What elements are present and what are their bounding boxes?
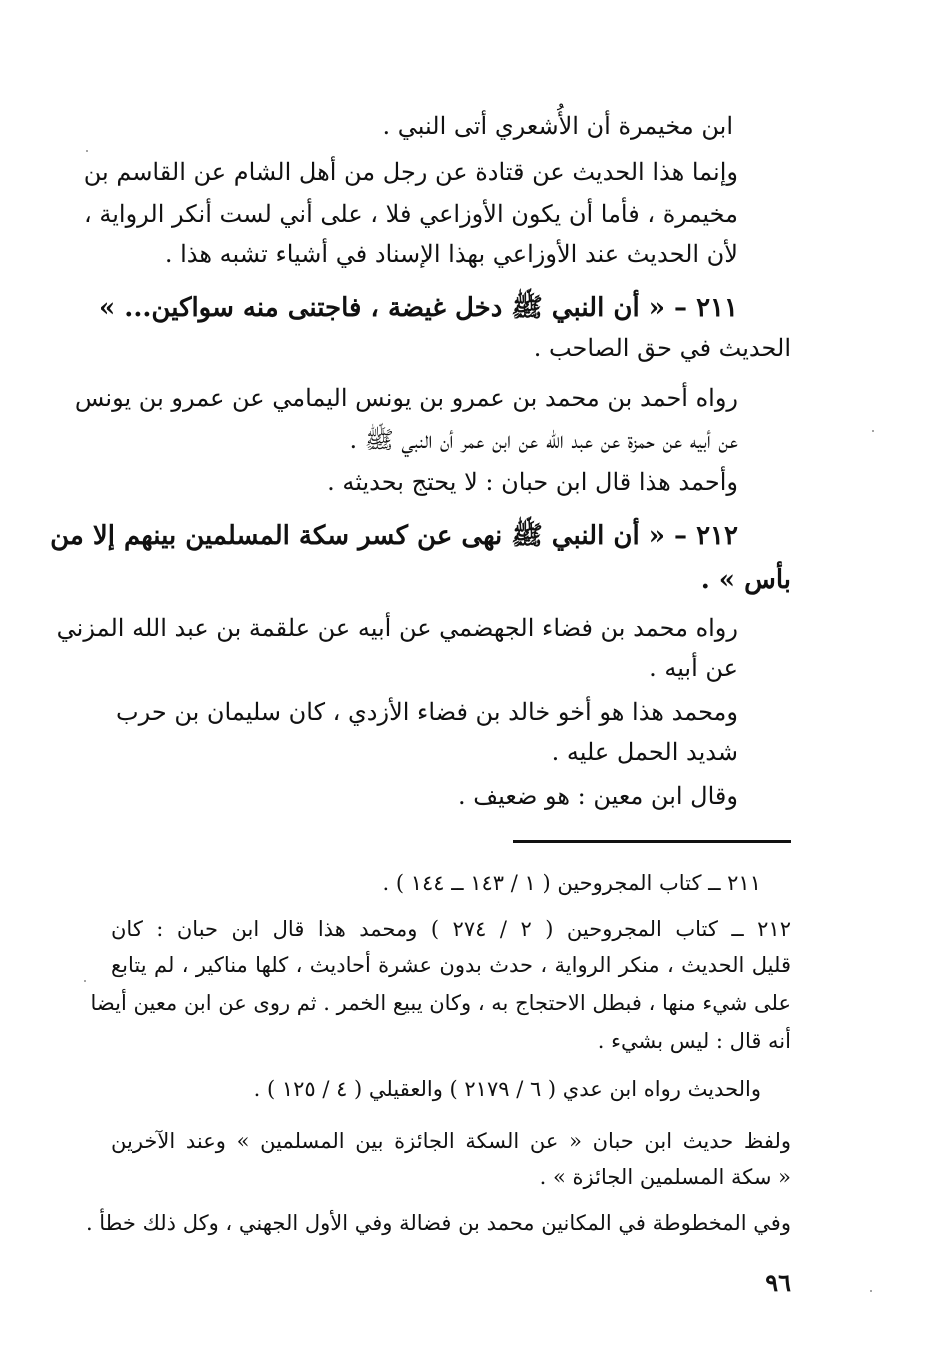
footnote-line: أنه قال : ليس بشيء . — [597, 1029, 791, 1053]
scan-speck — [86, 150, 88, 152]
body-line: وأحمد هذا قال ابن حبان : لا يحتج بحديثه . — [327, 468, 738, 496]
body-line: وإنما هذا الحديث عن قتادة عن رجل من أهل الشام عن القاسم بن — [83, 158, 738, 186]
body-line: ومحمد هذا هو أخو خالد بن فضاء الأزدي ، كان سليمان بن حرب — [116, 698, 738, 726]
hadith-heading-211: ٢١١ – « أن النبي ﷺ دخل غيضة ، فاجتنى منه سواكين... » — [98, 293, 738, 323]
body-line: الحديث في حق الصاحب . — [533, 334, 791, 362]
scan-speck — [870, 1290, 872, 1292]
hadith-heading-212-cont: بأس » . — [700, 565, 791, 595]
footnote-line: والحديث رواه ابن عدي ( ٦ / ٢١٧٩ ) والعقيلي ( ٤ / ١٢٥ ) . — [253, 1077, 761, 1101]
body-line: لأن الحديث عند الأوزاعي بهذا الإسناد في أشياء تشبه هذا . — [164, 240, 738, 268]
page-number: ٩٦ — [765, 1268, 791, 1297]
body-line: رواه محمد بن فضاء الجهضمي عن أبيه عن علقمة بن عبد الله المزني — [56, 614, 738, 642]
body-line: ابن مخيمرة أن الأُشعري أتى النبي . — [382, 112, 733, 140]
body-line: وقال ابن معين : هو ضعيف . — [458, 782, 738, 810]
body-line: عن أبيه . — [649, 654, 738, 682]
body-line: عن أبيه عن حمزة عن عبد الله عن ابن عمر أن النبي ﷺ . — [349, 426, 738, 454]
body-line: شديد الحمل عليه . — [551, 738, 738, 766]
hadith-heading-212: ٢١٢ – « أن النبي ﷺ نهى عن كسر سكة المسلمين بينهم إلا من — [50, 521, 738, 551]
footnote-line: « سكة المسلمين الجائزة » . — [539, 1165, 791, 1189]
body-line: رواه أحمد بن محمد بن عمرو بن يونس اليمامي عن عمرو بن يونس — [74, 384, 738, 412]
footnote-line: على شيء منها ، فبطل الاحتجاج به ، وكان يبيع الخمر . ثم روى عن ابن معين أيضا — [90, 991, 791, 1015]
body-line: مخيمرة ، فأما أن يكون الأوزاعي فلا ، على أني لست أنكر الرواية ، — [84, 200, 738, 228]
footnote-separator — [513, 840, 791, 843]
scan-speck — [872, 430, 874, 432]
footnote-line: وفي المخطوطة في المكانين محمد بن فضالة وفي الأول الجهني ، وكل ذلك خطأ . — [85, 1211, 791, 1235]
footnote-line: قليل الحديث ، منكر الرواية ، حدث بدون عشرة أحاديث ، كلها مناكير ، لم يتابع — [111, 953, 791, 977]
footnote-line: ٢١٢ ــ كتاب المجروحين ( ٢ / ٢٧٤ ) ومحمد هذا قال ابن حبان : كان — [111, 917, 791, 941]
scan-speck — [84, 980, 86, 982]
footnote-line: ٢١١ ــ كتاب المجروحين ( ١ / ١٤٣ ــ ١٤٤ ) . — [382, 871, 761, 895]
footnote-line: ولفظ حديث ابن حبان « عن السكة الجائزة بين المسلمين » وعند الآخرين — [111, 1129, 791, 1153]
